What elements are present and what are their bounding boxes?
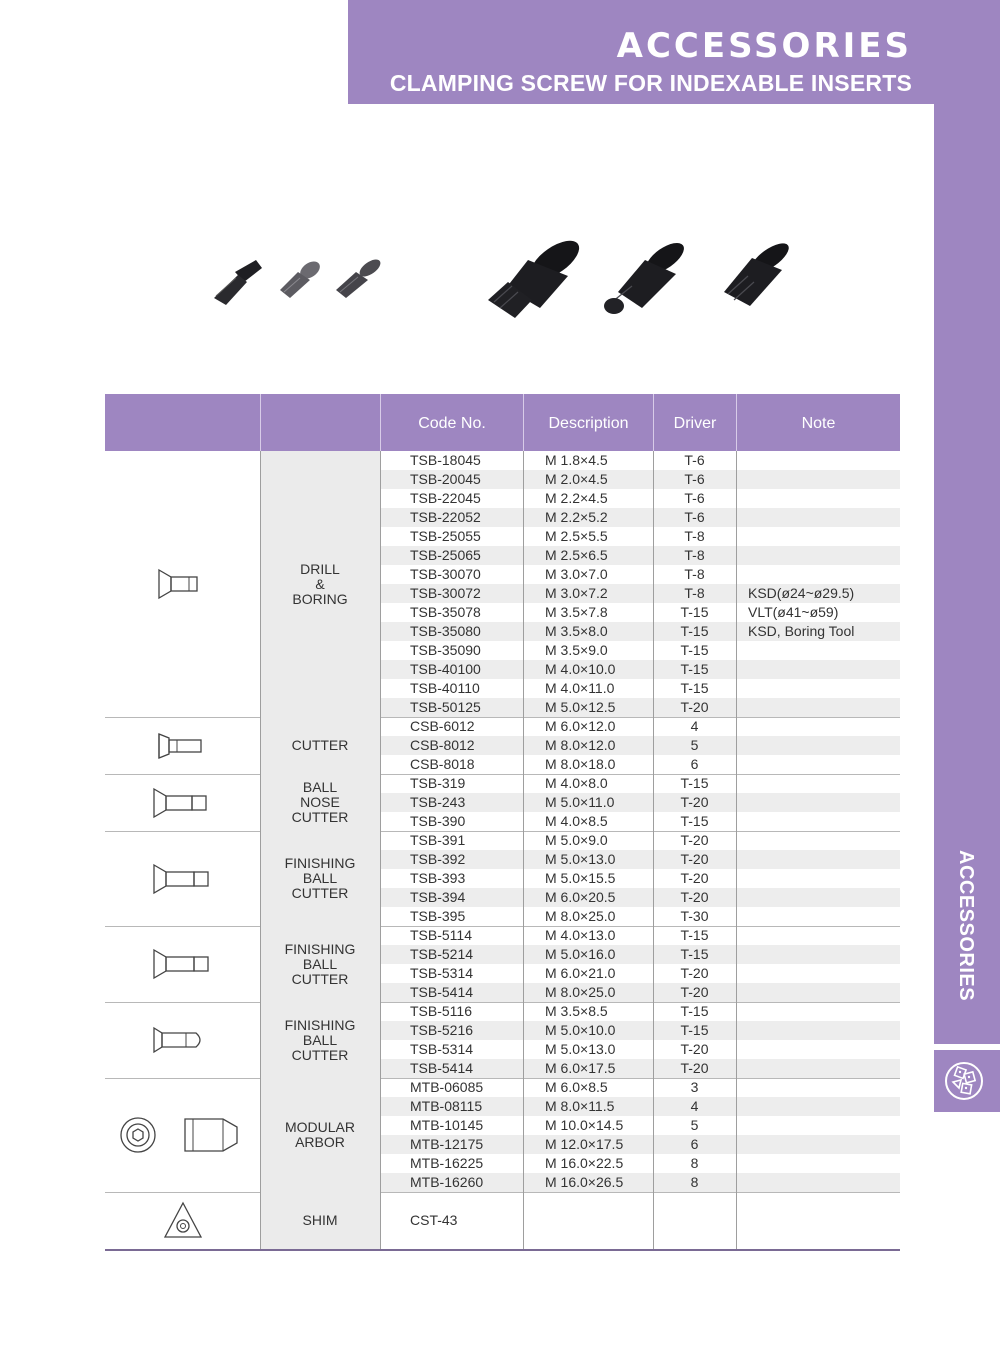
group-label bbox=[260, 1213, 380, 1228]
group-label bbox=[260, 562, 380, 607]
code-cell: TSB-50125 bbox=[410, 699, 481, 715]
description-cell: M 4.0×8.5 bbox=[545, 813, 608, 829]
side-icon-box bbox=[934, 1050, 1000, 1112]
header-description: Description bbox=[523, 394, 653, 451]
page-title: ACCESSORIES bbox=[616, 26, 912, 66]
driver-cell: T-15 bbox=[680, 927, 709, 943]
table-row bbox=[105, 907, 900, 926]
driver-cell: T-8 bbox=[684, 585, 705, 601]
description-cell: M 4.0×11.0 bbox=[545, 680, 615, 696]
description-cell: M 2.2×5.2 bbox=[545, 509, 608, 525]
description-cell: M 5.0×11.0 bbox=[545, 794, 615, 810]
group-label-line: BORING bbox=[292, 590, 348, 607]
code-cell: TSB-5216 bbox=[410, 1022, 474, 1038]
driver-cell: 3 bbox=[690, 1079, 699, 1095]
drill-screw-icon bbox=[105, 564, 260, 604]
description-cell: M 6.0×21.0 bbox=[545, 965, 616, 981]
description-cell: M 3.0×7.0 bbox=[545, 566, 608, 582]
code-cell: TSB-5314 bbox=[410, 965, 474, 981]
header-note: Note bbox=[736, 394, 900, 451]
group-label-line: ARBOR bbox=[295, 1134, 345, 1150]
code-cell: TSB-25065 bbox=[410, 547, 481, 563]
code-cell: MTB-06085 bbox=[410, 1079, 484, 1095]
description-cell: M 5.0×13.0 bbox=[545, 851, 616, 867]
description-cell: M 4.0×13.0 bbox=[545, 927, 616, 943]
driver-cell: T-20 bbox=[680, 851, 709, 867]
table-row bbox=[105, 622, 900, 641]
small-screw-2-icon bbox=[280, 258, 323, 298]
page-subtitle: CLAMPING SCREW FOR INDEXABLE INSERTS bbox=[389, 70, 912, 96]
code-cell: TSB-40110 bbox=[410, 680, 480, 696]
table-row bbox=[105, 489, 900, 508]
side-tab[interactable] bbox=[934, 850, 1000, 1020]
table-row bbox=[105, 1059, 900, 1078]
driver-cell: T-15 bbox=[680, 623, 709, 639]
code-cell: TSB-35078 bbox=[410, 604, 481, 620]
driver-cell: T-8 bbox=[684, 547, 705, 563]
code-cell: TSB-243 bbox=[410, 794, 466, 810]
group-label-line: CUTTER bbox=[291, 970, 349, 987]
driver-cell: T-15 bbox=[680, 661, 709, 677]
group-label-line: NOSE bbox=[300, 794, 340, 810]
code-cell: TSB-25055 bbox=[410, 528, 481, 544]
header-driver: Driver bbox=[653, 394, 736, 451]
driver-cell: T-15 bbox=[680, 604, 709, 620]
driver-cell: T-20 bbox=[680, 889, 709, 905]
code-cell: CSB-8018 bbox=[410, 756, 475, 772]
group-label bbox=[260, 942, 380, 987]
code-cell: CST-43 bbox=[410, 1212, 458, 1228]
group-label-line: BALL bbox=[302, 955, 338, 972]
group-label-line: DRILL bbox=[300, 560, 340, 577]
code-cell: TSB-390 bbox=[410, 813, 466, 829]
description-cell: M 16.0×26.5 bbox=[545, 1174, 624, 1190]
description-cell: M 6.0×20.5 bbox=[545, 889, 616, 905]
group-label bbox=[260, 1018, 380, 1063]
description-cell: M 6.0×8.5 bbox=[545, 1079, 608, 1095]
side-tab-label: ACCESSORIES bbox=[955, 850, 977, 1002]
code-cell: TSB-40100 bbox=[410, 661, 481, 677]
shim-icon bbox=[105, 1199, 260, 1243]
table-row bbox=[105, 641, 900, 660]
table-row bbox=[105, 603, 900, 622]
driver-cell: T-30 bbox=[680, 908, 709, 924]
description-cell: M 12.0×17.5 bbox=[545, 1136, 624, 1152]
code-cell: CSB-6012 bbox=[410, 718, 475, 734]
table-row bbox=[105, 1078, 900, 1097]
code-cell: TSB-22052 bbox=[410, 509, 481, 525]
driver-cell: T-15 bbox=[680, 813, 709, 829]
code-cell: TSB-395 bbox=[410, 908, 466, 924]
column-divider bbox=[653, 451, 654, 1249]
large-screw-1-icon bbox=[488, 233, 585, 318]
group-label bbox=[260, 1120, 380, 1150]
code-cell: MTB-16260 bbox=[410, 1174, 484, 1190]
code-cell: TSB-18045 bbox=[410, 452, 481, 468]
code-cell: TSB-30070 bbox=[410, 566, 481, 582]
driver-cell: T-8 bbox=[684, 528, 705, 544]
description-cell: M 2.2×4.5 bbox=[545, 490, 608, 506]
driver-cell: T-20 bbox=[680, 1060, 709, 1076]
description-cell: M 2.0×4.5 bbox=[545, 471, 608, 487]
code-cell: TSB-5414 bbox=[410, 984, 474, 1000]
code-cell: TSB-5116 bbox=[410, 1003, 472, 1019]
small-screw-1-icon bbox=[214, 260, 262, 305]
driver-cell: 5 bbox=[690, 1117, 699, 1133]
description-cell: M 5.0×13.0 bbox=[545, 1041, 616, 1057]
code-cell: MTB-16225 bbox=[410, 1155, 484, 1171]
driver-cell: T-15 bbox=[680, 642, 709, 658]
group-label-line: SHIM bbox=[302, 1212, 338, 1228]
driver-cell: T-20 bbox=[680, 794, 709, 810]
table-row bbox=[105, 1173, 900, 1192]
description-cell: M 5.0×10.0 bbox=[545, 1022, 616, 1038]
driver-cell: T-15 bbox=[680, 680, 709, 696]
description-cell: M 10.0×14.5 bbox=[545, 1117, 624, 1133]
driver-cell: T-15 bbox=[680, 946, 709, 962]
table-row bbox=[105, 679, 900, 698]
group-label-line: CUTTER bbox=[291, 737, 349, 753]
finishing-screw-icon bbox=[105, 859, 260, 899]
group-label bbox=[260, 780, 380, 825]
large-screw-2-icon bbox=[604, 237, 689, 314]
code-cell: TSB-319 bbox=[410, 775, 466, 791]
header-type-col bbox=[260, 394, 380, 451]
code-cell: CSB-8012 bbox=[410, 737, 475, 753]
driver-cell: T-6 bbox=[684, 452, 705, 468]
column-divider bbox=[736, 451, 737, 1249]
table-row bbox=[105, 660, 900, 679]
description-cell: M 3.5×8.0 bbox=[545, 623, 608, 639]
driver-cell: 5 bbox=[690, 737, 699, 753]
description-cell: M 5.0×12.5 bbox=[545, 699, 616, 715]
cutter-screw-icon bbox=[105, 726, 260, 766]
table-row bbox=[105, 470, 900, 489]
ball-nose-screw-icon bbox=[105, 783, 260, 823]
modular-arbor-screw-icon bbox=[105, 1110, 260, 1160]
code-cell: TSB-393 bbox=[410, 870, 466, 886]
code-cell: TSB-394 bbox=[410, 889, 466, 905]
driver-cell: T-8 bbox=[684, 566, 705, 582]
description-cell: M 3.0×7.2 bbox=[545, 585, 608, 601]
column-divider bbox=[380, 451, 381, 1249]
driver-cell: T-6 bbox=[684, 509, 705, 525]
description-cell: M 8.0×12.0 bbox=[545, 737, 616, 753]
group-label-line: BALL bbox=[302, 779, 338, 795]
finishing-screw-icon bbox=[105, 944, 260, 984]
header-icon-col bbox=[105, 394, 260, 451]
code-cell: TSB-5414 bbox=[410, 1060, 474, 1076]
description-cell: M 3.5×9.0 bbox=[545, 642, 608, 658]
driver-cell: T-20 bbox=[680, 984, 709, 1000]
column-divider bbox=[523, 451, 524, 1249]
description-cell: M 5.0×15.5 bbox=[545, 870, 616, 886]
driver-cell: 8 bbox=[690, 1174, 699, 1190]
group-label-line: CUTTER bbox=[291, 809, 349, 825]
table-row bbox=[105, 926, 900, 945]
code-cell: MTB-08115 bbox=[410, 1098, 483, 1114]
description-cell: M 2.5×5.5 bbox=[545, 528, 608, 544]
group-label bbox=[260, 738, 380, 753]
description-cell: M 6.0×17.5 bbox=[545, 1060, 616, 1076]
group-label-line: MODULAR bbox=[284, 1119, 355, 1135]
note-cell: VLT(ø41~ø59) bbox=[748, 604, 839, 620]
driver-cell: T-20 bbox=[680, 870, 709, 886]
driver-cell: T-6 bbox=[684, 490, 705, 506]
description-cell: M 4.0×10.0 bbox=[545, 661, 616, 677]
description-cell: M 5.0×16.0 bbox=[545, 946, 616, 962]
insert-logo-icon bbox=[937, 1054, 995, 1110]
header-code: Code No. bbox=[380, 394, 523, 451]
group-label-line: BALL bbox=[302, 870, 338, 886]
description-cell: M 8.0×25.0 bbox=[545, 908, 616, 924]
description-cell: M 3.5×7.8 bbox=[545, 604, 608, 620]
driver-cell: 6 bbox=[690, 756, 699, 772]
group-label-line: & bbox=[315, 575, 325, 592]
note-cell: KSD, Boring Tool bbox=[748, 623, 855, 639]
description-cell: M 16.0×22.5 bbox=[545, 1155, 624, 1171]
page-header bbox=[348, 0, 1000, 104]
driver-cell: T-20 bbox=[680, 965, 709, 981]
table-row bbox=[105, 698, 900, 717]
table-row bbox=[105, 983, 900, 1002]
code-cell: TSB-35090 bbox=[410, 642, 481, 658]
driver-cell: T-6 bbox=[684, 471, 705, 487]
driver-cell: T-20 bbox=[680, 1041, 709, 1057]
code-cell: TSB-5114 bbox=[410, 927, 472, 943]
driver-cell: T-15 bbox=[680, 1003, 709, 1019]
group-divider bbox=[105, 1249, 900, 1251]
product-photo bbox=[0, 230, 1000, 340]
driver-cell: 8 bbox=[690, 1155, 699, 1171]
code-cell: MTB-12175 bbox=[410, 1136, 484, 1152]
driver-cell: T-15 bbox=[680, 1022, 709, 1038]
finishing-screw-icon bbox=[105, 1020, 260, 1060]
driver-cell bbox=[653, 1192, 736, 1249]
driver-cell: 4 bbox=[690, 718, 699, 734]
description-cell: M 1.8×4.5 bbox=[545, 452, 608, 468]
description-cell: M 6.0×12.0 bbox=[545, 718, 616, 734]
code-cell: TSB-30072 bbox=[410, 585, 481, 601]
column-divider bbox=[260, 451, 261, 1249]
code-cell: TSB-392 bbox=[410, 851, 466, 867]
table-row bbox=[105, 451, 900, 470]
group-label-line: FINISHING bbox=[284, 1016, 356, 1033]
small-screw-3-icon bbox=[336, 256, 383, 298]
description-cell: M 8.0×11.5 bbox=[545, 1098, 615, 1114]
table-row bbox=[105, 546, 900, 565]
table-header bbox=[105, 394, 900, 451]
description-cell: M 4.0×8.0 bbox=[545, 775, 608, 791]
table-row bbox=[105, 1002, 900, 1021]
driver-cell: 4 bbox=[690, 1098, 699, 1114]
description-cell: M 8.0×18.0 bbox=[545, 756, 616, 772]
table-row bbox=[105, 527, 900, 546]
code-cell: TSB-35080 bbox=[410, 623, 481, 639]
table-row bbox=[105, 508, 900, 527]
code-cell: TSB-5314 bbox=[410, 1041, 474, 1057]
code-cell: TSB-391 bbox=[410, 832, 466, 848]
table-row bbox=[105, 831, 900, 850]
group-label bbox=[260, 856, 380, 901]
group-label-line: CUTTER bbox=[291, 885, 349, 901]
driver-cell: T-20 bbox=[680, 832, 709, 848]
driver-cell: T-15 bbox=[680, 775, 709, 791]
group-label-line: FINISHING bbox=[284, 855, 356, 871]
code-cell: MTB-10145 bbox=[410, 1117, 484, 1133]
description-cell: M 3.5×8.5 bbox=[545, 1003, 608, 1019]
group-label-line: FINISHING bbox=[284, 940, 356, 957]
group-label-line: CUTTER bbox=[291, 1046, 349, 1063]
driver-cell: 6 bbox=[690, 1136, 699, 1152]
description-cell: M 5.0×9.0 bbox=[545, 832, 608, 848]
driver-cell: T-20 bbox=[680, 699, 709, 715]
note-cell: KSD(ø24~ø29.5) bbox=[748, 585, 855, 601]
large-screw-3-icon bbox=[724, 238, 793, 306]
code-cell: TSB-5214 bbox=[410, 946, 474, 962]
code-cell: TSB-20045 bbox=[410, 471, 481, 487]
group-label-line: BALL bbox=[302, 1031, 338, 1048]
code-cell: TSB-22045 bbox=[410, 490, 481, 506]
description-cell: M 2.5×6.5 bbox=[545, 547, 608, 563]
description-cell: M 8.0×25.0 bbox=[545, 984, 616, 1000]
